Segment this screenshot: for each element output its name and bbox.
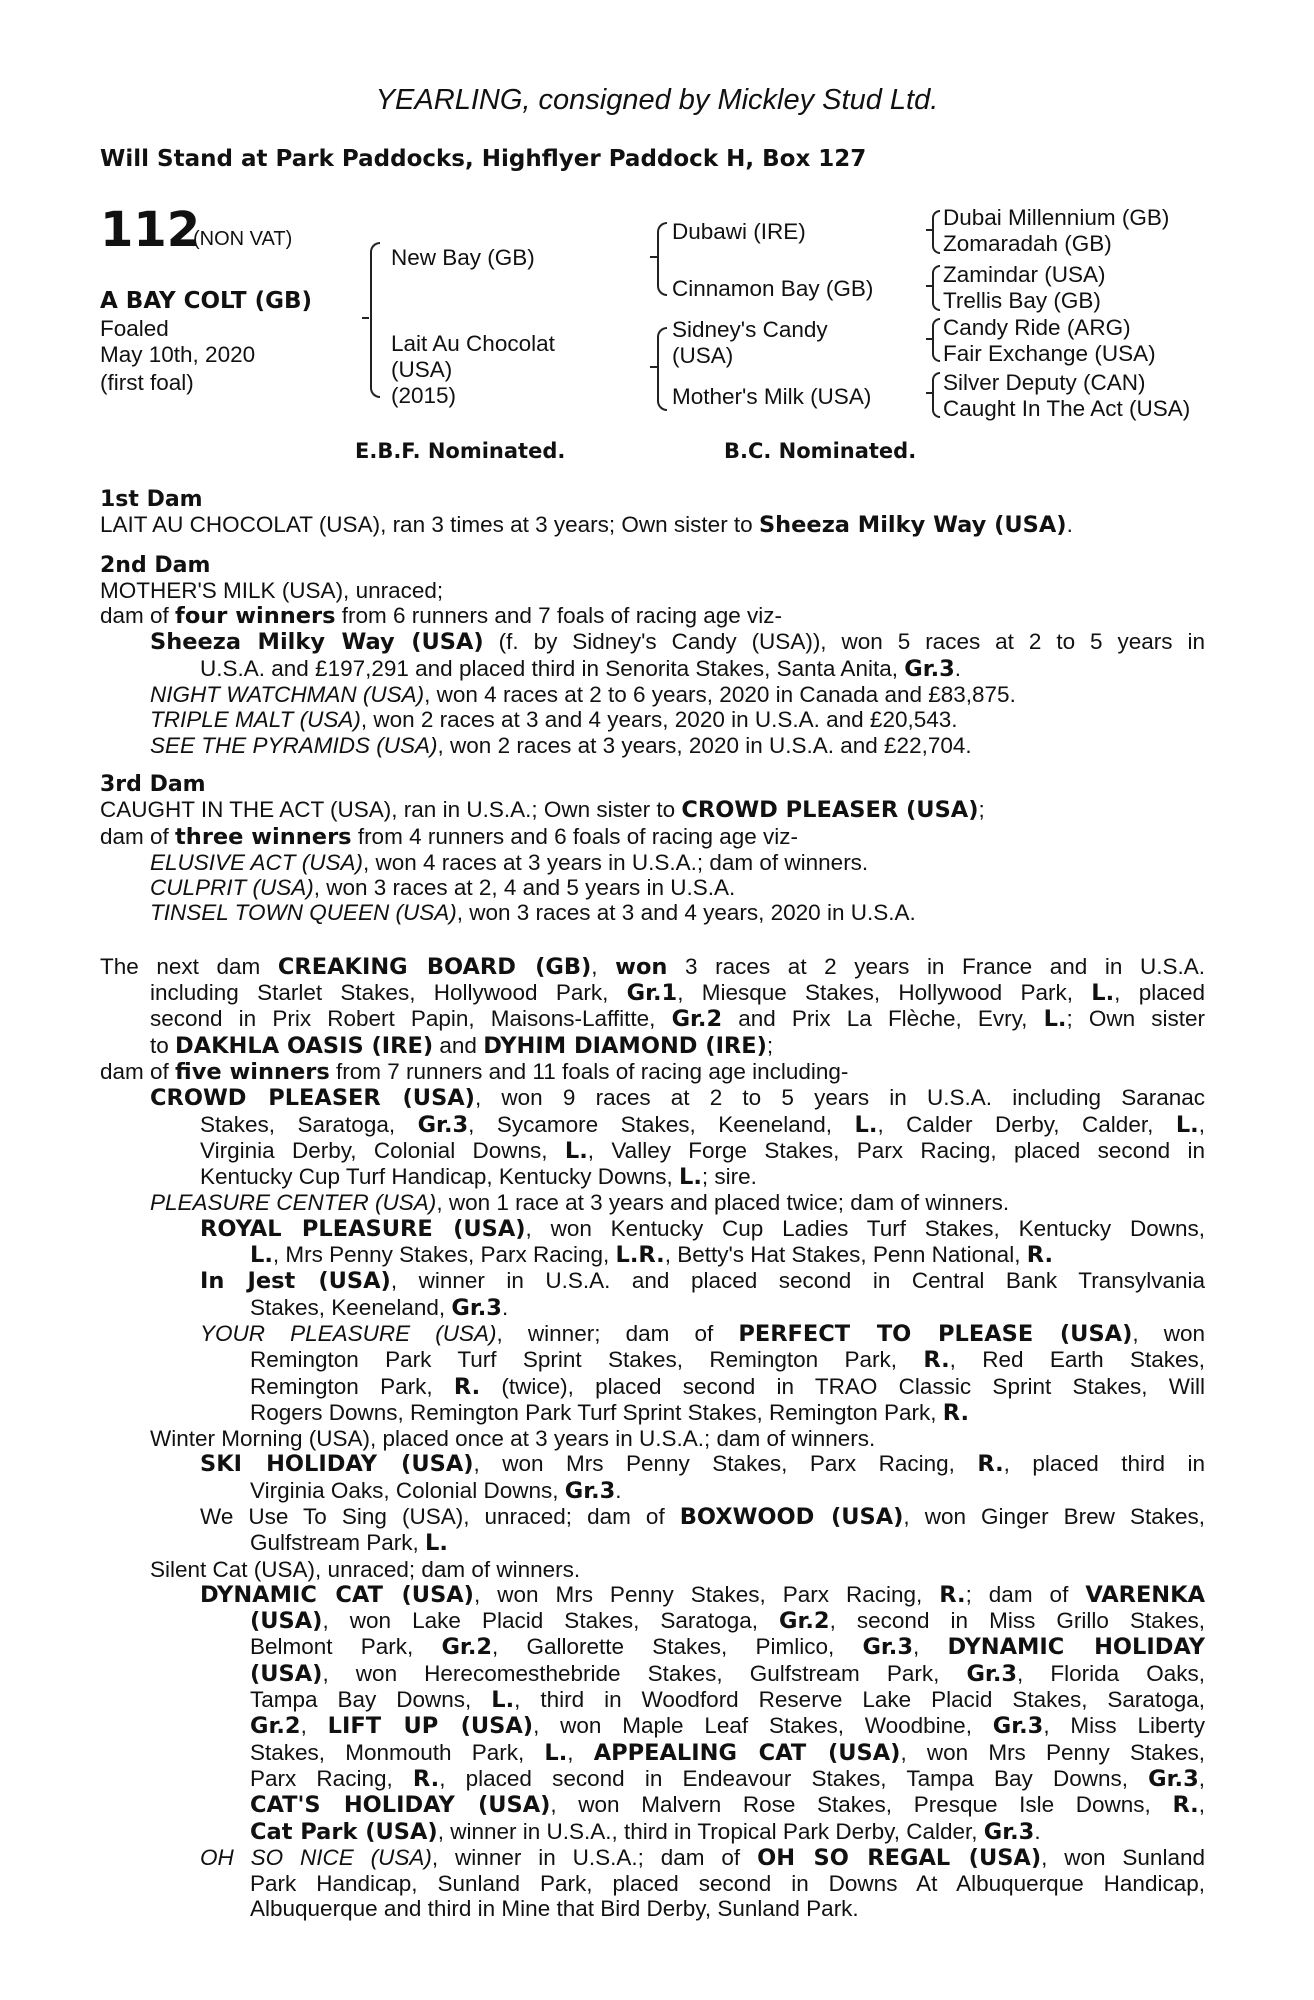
progeny-line: PLEASURE CENTER (USA), won 1 race at 3 years and placed twice; dam of winners. [150, 1190, 1010, 1216]
pedigree-gen3: Caught In The Act (USA) [943, 396, 1191, 421]
pedigree-dam: Lait Au Chocolat [391, 331, 555, 356]
pedigree-dam-dam: Mother's Milk (USA) [672, 384, 872, 409]
third-dam-line: CAUGHT IN THE ACT (USA), ran in U.S.A.; Own sister to CROWD PLEASER (USA); [100, 797, 985, 824]
pedigree-sire-dam: Cinnamon Bay (GB) [672, 276, 874, 301]
pedigree-sire-sire: Dubawi (IRE) [672, 219, 806, 244]
pedigree-bracket [932, 318, 940, 362]
foaled-date: May 10th, 2020 [100, 342, 256, 367]
progeny-line: Stakes, Monmouth Park, L., APPEALING CAT (USA), won Mrs Penny Stakes, [250, 1739, 1206, 1766]
pedigree-gen3: Zamindar (USA) [943, 262, 1106, 287]
pedigree-gen3: Fair Exchange (USA) [943, 341, 1156, 366]
third-dam-heading: 3rd Dam [100, 771, 206, 797]
progeny-line: TRIPLE MALT (USA), won 2 races at 3 and 4 years, 2020 in U.S.A. and £20,543. [150, 707, 958, 733]
progeny-line: CAT'S HOLIDAY (USA), won Malvern Rose Stakes, Presque Isle Downs, R., [250, 1792, 1205, 1819]
pedigree-dam-sire: Sidney's Candy [672, 317, 828, 342]
progeny-line: Tampa Bay Downs, L., third in Woodford Reserve Lake Placid Stakes, Saratoga, [250, 1687, 1205, 1714]
progeny-line: We Use To Sing (USA), unraced; dam of BOXWOOD (USA), won Ginger Brew Stakes, [200, 1503, 1205, 1530]
pedigree-dam-sire-origin: (USA) [672, 343, 734, 368]
progeny-line: Albuquerque and third in Mine that Bird Derby, Sunland Park. [250, 1896, 859, 1922]
progeny-line: OH SO NICE (USA), winner in U.S.A.; dam of OH SO REGAL (USA), won Sunland [200, 1844, 1205, 1871]
second-dam-heading: 2nd Dam [100, 552, 211, 578]
next-dam-line: including Starlet Stakes, Hollywood Park, Gr.1, Miesque Stakes, Hollywood Park, L., placed [150, 980, 1205, 1007]
progeny-line: ELUSIVE ACT (USA), won 4 races at 3 years in U.S.A.; dam of winners. [150, 849, 869, 875]
bracket-point [926, 229, 933, 231]
bracket-point [362, 317, 369, 319]
progeny-line: Virginia Oaks, Colonial Downs, Gr.3. [250, 1477, 622, 1504]
progeny-line: Remington Park Turf Sprint Stakes, Remington Park, R., Red Earth Stakes, [250, 1347, 1205, 1374]
foaled-label: Foaled [100, 316, 169, 341]
progeny-line: CROWD PLEASER (USA), won 9 races at 2 to 5 years in U.S.A. including Saranac [150, 1085, 1206, 1112]
progeny-line: Stakes, Keeneland, Gr.3. [250, 1294, 509, 1321]
progeny-line: Gulfstream Park, L. [250, 1530, 448, 1557]
progeny-line: U.S.A. and £197,291 and placed third in Senorita Stakes, Santa Anita, Gr.3. [200, 655, 962, 682]
progeny-line: SKI HOLIDAY (USA), won Mrs Penny Stakes, Parx Racing, R., placed third in [200, 1451, 1205, 1478]
pedigree-bracket [932, 210, 940, 254]
second-dam-line: dam of four winners from 6 runners and 7 foals of racing age viz- [100, 603, 783, 630]
pedigree-bracket [657, 222, 667, 296]
horse-name: A BAY COLT (GB) [100, 288, 313, 314]
progeny-line: Rogers Downs, Remington Park Turf Sprint Stakes, Remington Park, R. [250, 1399, 970, 1426]
bracket-point [650, 366, 657, 368]
first-dam-heading: 1st Dam [100, 487, 203, 512]
next-dam-line: second in Prix Robert Papin, Maisons-Laffitte, Gr.2 and Prix La Flèche, Evry, L.; Own sister [150, 1006, 1205, 1033]
stand-location: Will Stand at Park Paddocks, Highflyer Paddock H, Box 127 [100, 146, 867, 172]
horse-link: Sheeza Milky Way (USA) [758, 512, 1067, 539]
progeny-line: NIGHT WATCHMAN (USA), won 4 races at 2 to 6 years, 2020 in Canada and £83,875. [150, 682, 1016, 708]
pedigree-gen3: Dubai Millennium (GB) [943, 205, 1170, 230]
progeny-line: Virginia Derby, Colonial Downs, L., Valley Forge Stakes, Parx Racing, placed second in [200, 1137, 1205, 1164]
progeny-line: Kentucky Cup Turf Handicap, Kentucky Downs, L.; sire. [200, 1164, 757, 1191]
progeny-line: L., Mrs Penny Stakes, Parx Racing, L.R., Betty's Hat Stakes, Penn National, R. [250, 1242, 1053, 1269]
progeny-line: CULPRIT (USA), won 3 races at 2, 4 and 5 years in U.S.A. [150, 875, 736, 901]
pedigree-gen3: Zomaradah (GB) [943, 231, 1112, 256]
catalogue-body [100, 487, 1205, 1922]
second-dam-line: MOTHER'S MILK (USA), unraced; [100, 577, 444, 603]
pedigree-bracket [370, 242, 380, 398]
progeny-line: (USA), won Herecomesthebride Stakes, Gulfstream Park, Gr.3, Florida Oaks, [250, 1660, 1206, 1687]
progeny-line: Remington Park, R. (twice), placed second in TRAO Classic Sprint Stakes, Will [250, 1373, 1205, 1400]
progeny-line: ROYAL PLEASURE (USA), won Kentucky Cup Ladies Turf Stakes, Kentucky Downs, [200, 1215, 1205, 1242]
progeny-line: Sheeza Milky Way (USA) (f. by Sidney's Candy (USA)), won 5 races at 2 to 5 years in [150, 629, 1205, 656]
progeny-line: (USA), won Lake Placid Stakes, Saratoga, Gr.2, second in Miss Grillo Stakes, [250, 1608, 1205, 1635]
progeny-line: Park Handicap, Sunland Park, placed second in Downs At Albuquerque Handicap, [250, 1871, 1205, 1897]
progeny-line: Gr.2, LIFT UP (USA), won Maple Leaf Stakes, Woodbine, Gr.3, Miss Liberty [250, 1713, 1205, 1740]
catalogue-title: YEARLING, consigned by Mickley Stud Ltd. [375, 84, 939, 116]
next-dam-line: The next dam CREAKING BOARD (GB), won 3 races at 2 years in France and in U.S.A. [100, 953, 1205, 980]
progeny-line: Cat Park (USA), winner in U.S.A., third in Tropical Park Derby, Calder, Gr.3. [250, 1818, 1041, 1845]
third-dam-line: dam of three winners from 4 runners and 6 foals of racing age viz- [100, 823, 799, 850]
progeny-line: Stakes, Saratoga, Gr.3, Sycamore Stakes, Keeneland, L., Calder Derby, Calder, L., [200, 1111, 1205, 1138]
progeny-line: DYNAMIC CAT (USA), won Mrs Penny Stakes, Parx Racing, R.; dam of VARENKA [200, 1581, 1205, 1608]
progeny-line: SEE THE PYRAMIDS (USA), won 2 races at 3 years, 2020 in U.S.A. and £22,704. [150, 732, 972, 758]
pedigree-gen3: Candy Ride (ARG) [943, 315, 1131, 340]
pedigree-bracket [657, 327, 667, 411]
pedigree-dam-origin: (USA) [391, 357, 453, 382]
foal-note: (first foal) [100, 370, 194, 395]
lot-number: 112 [100, 202, 201, 258]
pedigree-gen3: Silver Deputy (CAN) [943, 370, 1146, 395]
pedigree-bracket [932, 265, 940, 311]
bracket-point [650, 256, 657, 258]
ebf-nomination: E.B.F. Nominated. [355, 439, 566, 463]
next-dam-line: to DAKHLA OASIS (IRE) and DYHIM DIAMOND (IRE); [150, 1032, 774, 1059]
first-dam-line: LAIT AU CHOCOLAT (USA), ran 3 times at 3 years; Own sister to Sheeza Milky Way (USA). [100, 512, 1073, 539]
progeny-line: Belmont Park, Gr.2, Gallorette Stakes, Pimlico, Gr.3, DYNAMIC HOLIDAY [250, 1634, 1205, 1661]
pedigree-dam-year: (2015) [391, 383, 457, 408]
pedigree-sire: New Bay (GB) [391, 245, 535, 270]
bracket-point [926, 285, 933, 287]
vat-status: (NON VAT) [193, 228, 293, 250]
bracket-point [926, 338, 933, 340]
progeny-line: Silent Cat (USA), unraced; dam of winners. [150, 1556, 581, 1582]
pedigree-bracket [932, 372, 940, 418]
bracket-point [926, 392, 933, 394]
bc-nomination: B.C. Nominated. [724, 439, 917, 463]
next-dam-line: dam of five winners from 7 runners and 11 foals of racing age including- [100, 1058, 849, 1085]
progeny-line: Parx Racing, R., placed second in Endeavour Stakes, Tampa Bay Downs, Gr.3, [250, 1765, 1205, 1792]
progeny-line: TINSEL TOWN QUEEN (USA), won 3 races at 3 and 4 years, 2020 in U.S.A. [150, 900, 916, 926]
progeny-line: YOUR PLEASURE (USA), winner; dam of PERFECT TO PLEASE (USA), won [200, 1320, 1206, 1347]
progeny-line: In Jest (USA), winner in U.S.A. and placed second in Central Bank Transylvania [200, 1268, 1205, 1295]
pedigree-gen3: Trellis Bay (GB) [943, 288, 1101, 313]
progeny-line: Winter Morning (USA), placed once at 3 years in U.S.A.; dam of winners. [150, 1426, 876, 1452]
